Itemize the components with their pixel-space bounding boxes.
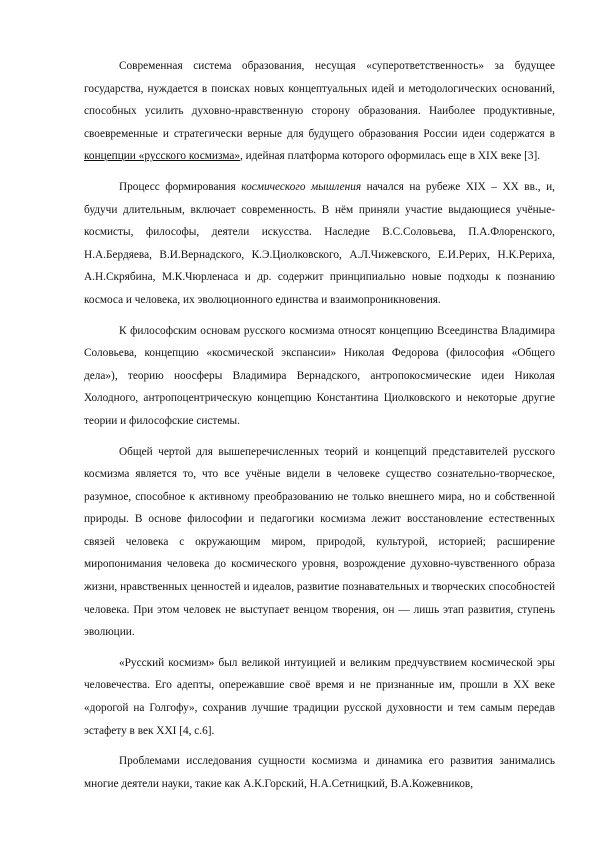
paragraph-3: К философским основам русского космизма относят концепцию Всеединства Владимира Соловьева, концепцию «космической экспансии» Николая Федорова (философия «Общего дела»), теорию ноосферы Владимира Вернадского, антропокосмические идеи Николая Холодного, антропоцентрическую концепцию Константина Циолковского и некоторые другие теории и философские системы.	[84, 324, 555, 427]
paragraph-1	[84, 55, 555, 168]
paragraph-4: Общей чертой для вышеперечисленных теорий и концепций представителей русского космизма является то, что все учёные видели в человеке существо сознательно-творческое, разумное, способное к активному преобразованию не только внешнего мира, но и собственной природы. В основе философии и педагогики космизма лежит восстановление естественных связей человека с окружающим миром, природой, культурой, историей; расширение миропонимания человека до космического уровня, возрождение духовно-чувственного образа жизни, нравственных ценностей и идеалов, развитие познавательных и творческих способностей человека. При этом человек не выступает венцом творения, он — лишь этап развития, ступень эволюции.	[84, 445, 555, 639]
paragraph-6: Проблемами исследования сущности космизма и динамика его развития занимались многие деятели науки, такие как А.К.Горский, Н.А.Сетницкий, В.А.Кожевников,	[84, 755, 555, 790]
paragraph-1-text: Современная система образования, несущая «суперответственность» за будущее государства, нуждается в поисках новых концептуальных идей и методологических оснований, способных усилить духовно-нравственную сторону образования. Наиболее продуктивные, своевременные и стратегически верные для будущего образования России идеи содержатся в	[84, 60, 555, 140]
paragraph-2-text-end: начался на рубеже XIX – XX вв., и, будучи длительным, включает современность. В нём приняли участие выдающиеся учёные-космисты, философы, деятели искусства. Наследие В.С.Соловьева, П.А.Флоренского, Н.А.Бердяева, В.И.Вернадского, К.Э.Циолковского, А.Л.Чижевского, Е.И.Рерих, Н.К.Рериха, А.Н.Скрябина, М.К.Чюрленаса и др. содержит принципиально новые подходы к познанию космоса и человека, их эволюционного единства и взаимопроникновения.	[84, 180, 555, 306]
paragraph-1-underlined-term: концепции «русского космизма»	[84, 150, 240, 163]
paragraph-2-text: Процесс формирования	[119, 180, 242, 193]
paragraph-5: «Русский космизм» был великой интуицией и великим предчувствием космической эры человечества. Его адепты, опережавшие своё время и не признанные им, прошли в XX веке «дорогой на Голгофу», сохранив лучшие традиции русской духовности и тем самым передав эстафету в век XXI [4, с.6].	[84, 656, 555, 737]
paragraph-2	[84, 176, 555, 312]
paragraph-2-italic-term: космического мышления	[241, 180, 362, 193]
paragraph-1-text-end: , идейная платформа которого оформилась еще в XIX веке [3].	[239, 150, 541, 163]
